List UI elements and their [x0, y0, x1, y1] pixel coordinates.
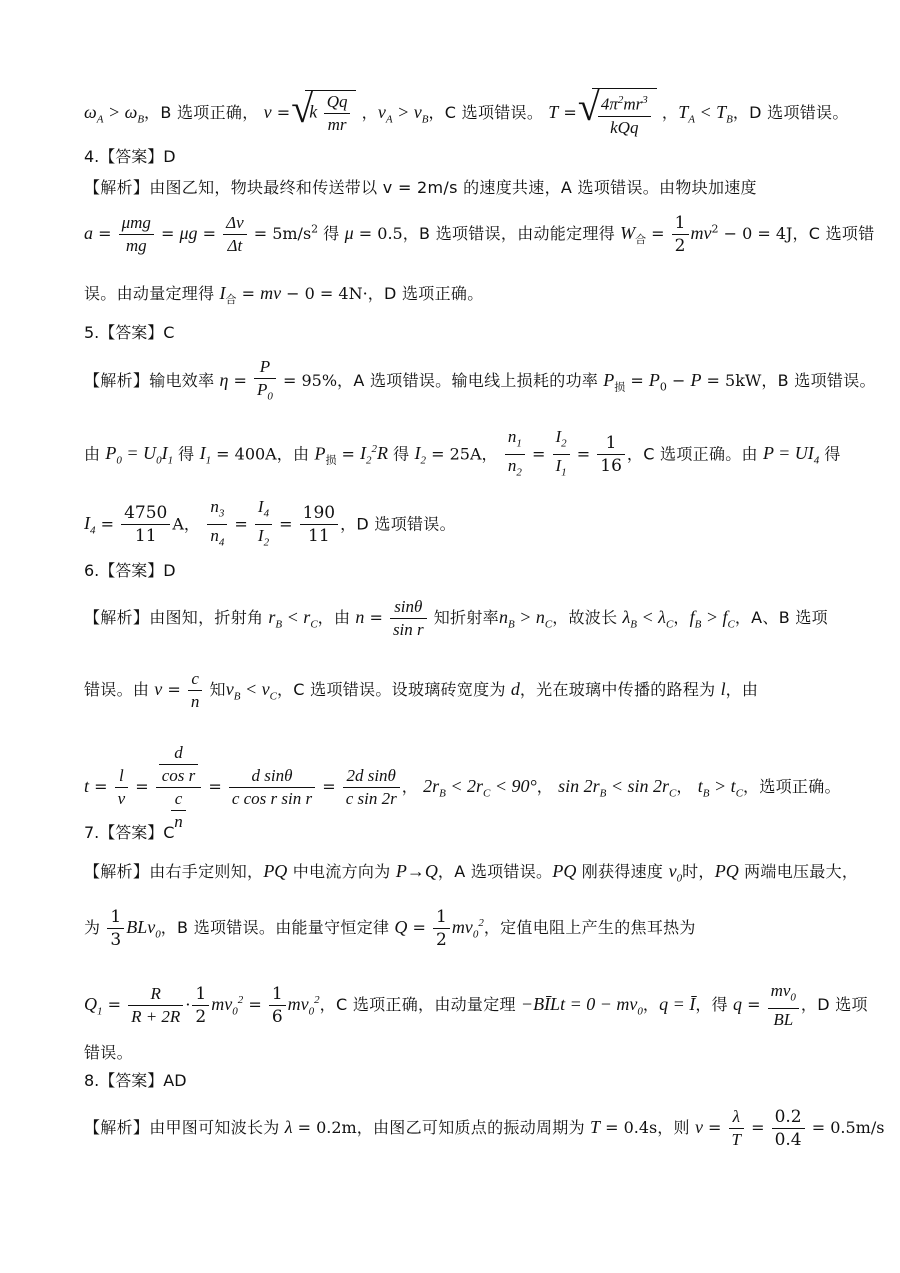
answer-5: 5.【答案】C — [84, 323, 175, 342]
analysis-6-line-2: 错误。由 v = $\frac{c}{n}$ 知$v_B < v_C$，C 选项错误。设玻璃砖宽度为 d，光在玻璃中传播的路程为 l，由 — [84, 669, 759, 711]
analysis-7-line-4: 错误。 — [84, 1043, 133, 1062]
answer-6: 6.【答案】D — [84, 561, 176, 580]
analysis-6-line-1: 【解析】由图知，折射角 $r_B < r_C$，由 n = $\frac{\sin\theta}{\text{sin r}}$ 知折射率$n_B > n_C$，故波长 $\lambda_B < \lambda_C$，$f_B > f_C$，A、B 选项 — [84, 597, 828, 639]
analysis-7-line-1: 【解析】由右手定则知，PQ 中电流方向为 P→Q，A 选项错误。PQ 刚获得速度 $v_0$时，PQ 两端电压最大， — [84, 861, 859, 885]
analysis-5-line-3: $I_4$ = $\frac{4750}{11}$ A， $\frac{n_3}{n_4}$ = $\frac{I_4}{I_2}$ = $\frac{190}{11}$ ，D 选项错误。 — [84, 497, 456, 549]
analysis-5-line-1: 【解析】输电效率 η = $\frac{P}{P_0}$ = 95%，A 选项错误。输电线上损耗的功率 $P_损 = P_0 - P = 5kW$，B 选项错误。 — [84, 357, 876, 403]
line-1: $\omega_A > \omega_B$，B 选项正确， v = √ k $\frac{Qq}{mr}$ ，$v_A > v_B$，C 选项错误。 T = √ $\frac{4\pi^2mr^3}{\text{kQq}}$ ，$T_A < T_B$，D 选项错误。 — [84, 88, 816, 139]
answer-4: 4.【答案】D — [84, 147, 176, 166]
analysis-4-line-3: 误。由动量定理得 $I_合$ = mv − 0 = 4N·，D 选项正确。 — [84, 283, 484, 307]
answer-8: 8.【答案】AD — [84, 1071, 187, 1090]
analysis-4-line-2: a = $\frac{\text{μmg}}{mg}$ = μg = $\frac{\Delta v}{\Delta t}$ = $5m/s^2$ 得 μ = 0.5，B 选项错误，由动能定理得 $W_合$ = $\frac{1}{2}$ $mv^2 - 0 = 4J$，C 选项错 — [84, 213, 875, 256]
analysis-7-line-2: 为 $\frac{1}{3}$ BLv$_0$，B 选项错误。由能量守恒定律 Q = $\frac{1}{2}$ $mv_0^2$，定值电阻上产生的焦耳热为 — [84, 907, 696, 950]
analysis-4-line-1: 【解析】由图乙知，物块最终和传送带以 v = 2m/s 的速度共速，A 选项错误。由物块加速度 — [84, 178, 757, 197]
answer-7: 7.【答案】C — [84, 823, 175, 842]
analysis-7-line-3: $Q_1$ = $\frac{R}{R + 2R}$ · $\frac{1}{2}$ $mv_0^2$ = $\frac{1}{6}$ $mv_0^2$，C 选项正确，由动量定理 −BĪLt = $0 - mv_0$，q = Ī，得 q = $\frac{mv_0}{BL}$ ，D 选项 — [84, 981, 868, 1030]
analysis-8-line-1: 【解析】由甲图可知波长为 λ = 0.2m，由图乙可知质点的振动周期为 T = 0.4s，则 v = $\frac{\lambda}{T}$ = $\frac{0.2}{0.4}$ = 0.5m/s — [84, 1107, 885, 1150]
analysis-6-line-3: t = $\frac{l}{v}$ = $\frac{\frac{d}{\text{cos r}}}{\frac{c}{n}}$ = $\frac{\text{d sinθ}}{\text{c cos r sin r}}$ = $\frac{\text{2d sinθ}}{\text{c sin 2r}}$ ， $2r_B < 2r_C < 90^\circ$， $\sin 2r_B < \sin 2r_C$， $t_B > t_C$，选项正确。 — [84, 743, 841, 831]
analysis-5-line-2: 由 $P_0 = U_0I_1$ 得 $I_1 = 400A$，由 $P_损 = I_2^2R$ 得 $I_2 = 25A$， $\frac{n_1}{n_2}$ = $\frac{I_2}{I_1}$ = $\frac{1}{16}$ ，C 选项正确。由 $P = UI_4$ 得 — [84, 427, 841, 479]
